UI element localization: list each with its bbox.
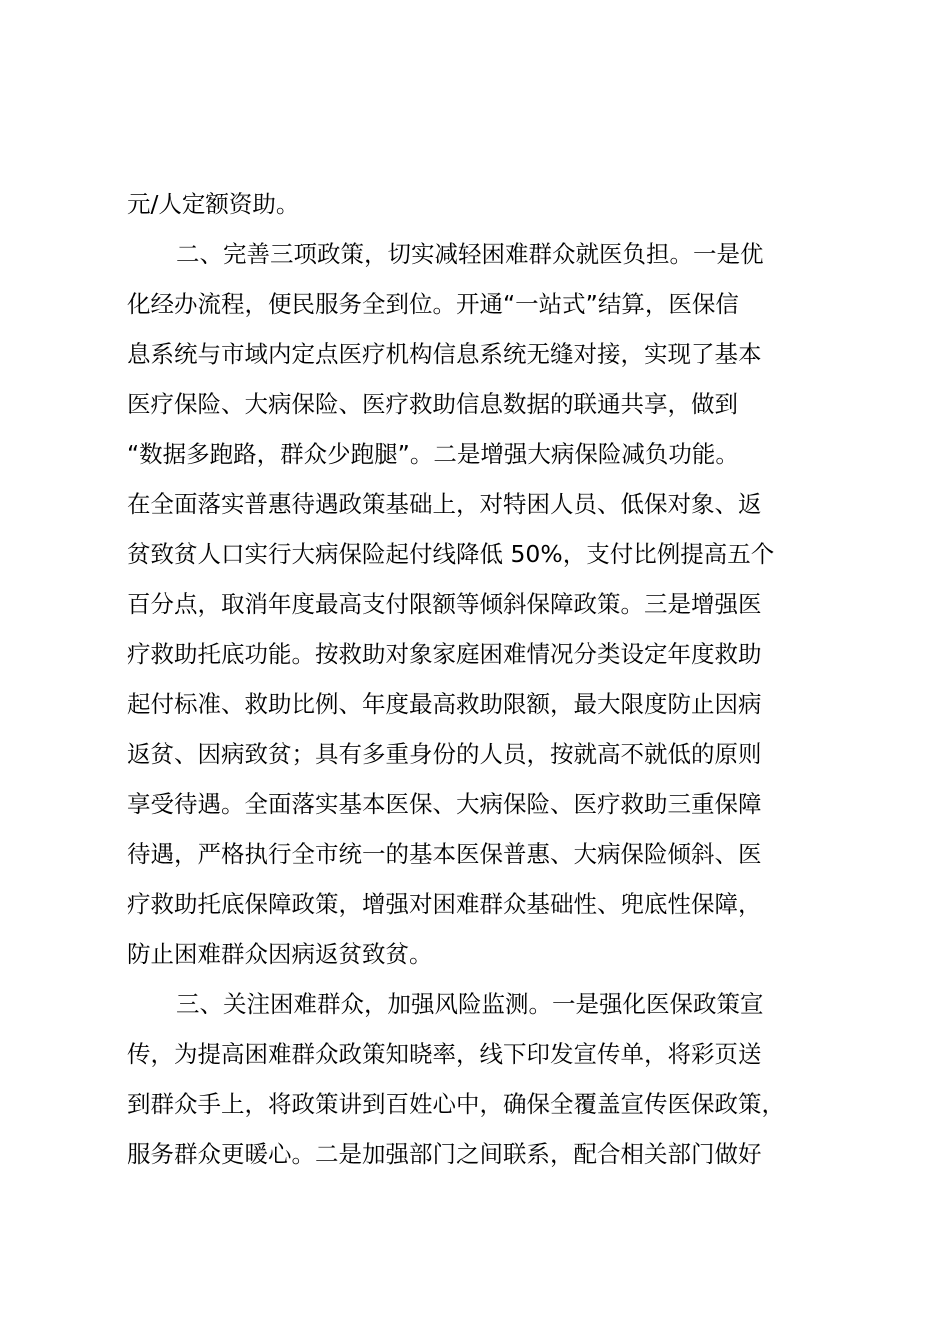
text-line: 起付标准、救助比例、年度最高救助限额，最大限度防止因病 <box>127 690 762 718</box>
text-line: 三、关注困难群众，加强风险监测。一是强化医保政策宣 <box>176 990 764 1018</box>
text-line: “数据多跑路，群众少跑腿”。二是增强大病保险减负功能。 <box>127 440 739 468</box>
text-line: 防止困难群众因病返贫致贫。 <box>127 940 433 968</box>
text-line: 在全面落实普惠待遇政策基础上，对特困人员、低保对象、返 <box>127 490 762 518</box>
text-line: 到群众手上，将政策讲到百姓心中，确保全覆盖宣传医保政策， <box>127 1090 785 1118</box>
text-line: 医疗保险、大病保险、医疗救助信息数据的联通共享，做到 <box>127 390 738 418</box>
text-line: 二、完善三项政策，切实减轻困难群众就医负担。一是优 <box>176 240 764 268</box>
text-line: 传，为提高困难群众政策知晓率，线下印发宣传单，将彩页送 <box>127 1040 762 1068</box>
text-line: 元/人定额资助。 <box>127 190 300 218</box>
text-line: 贫致贫人口实行大病保险起付线降低 50%，支付比例提高五个 <box>127 540 775 568</box>
text-line: 服务群众更暖心。二是加强部门之间联系，配合相关部门做好 <box>127 1140 762 1168</box>
text-line: 返贫、因病致贫；具有多重身份的人员，按就高不就低的原则 <box>127 740 762 768</box>
text-line: 息系统与市域内定点医疗机构信息系统无缝对接，实现了基本 <box>127 340 762 368</box>
text-line: 百分点，取消年度最高支付限额等倾斜保障政策。三是增强医 <box>127 590 762 618</box>
text-line: 待遇，严格执行全市统一的基本医保普惠、大病保险倾斜、医 <box>127 840 762 868</box>
text-line: 化经办流程，便民服务全到位。开通“一站式”结算，医保信 <box>127 290 739 318</box>
text-line: 疗救助托底功能。按救助对象家庭困难情况分类设定年度救助 <box>127 640 762 668</box>
text-line: 疗救助托底保障政策，增强对困难群众基础性、兜底性保障， <box>127 890 762 918</box>
text-line: 享受待遇。全面落实基本医保、大病保险、医疗救助三重保障 <box>127 790 762 818</box>
